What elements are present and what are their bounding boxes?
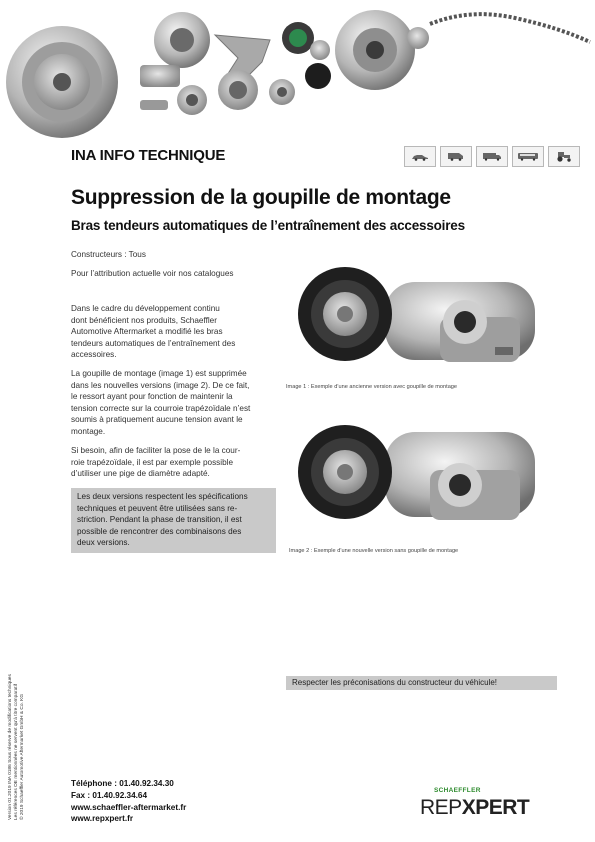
manufacturers-line: Constructeurs : Tous bbox=[71, 250, 146, 259]
repxpert-link[interactable]: www.repxpert.fr bbox=[71, 814, 134, 824]
paragraph-1: Dans le cadre du développement continu dont bénéficient nos produits, Schaeffler Automotive Aftermarket a modifié les bras tendeurs automatiques de l’entraînement des accessoires. bbox=[71, 304, 236, 360]
bus-icon bbox=[512, 146, 544, 167]
clutch-cover-image bbox=[335, 10, 415, 90]
header-parts-banner bbox=[0, 0, 595, 140]
notice-bar: Respecter les préconisations du constructeur du véhicule! bbox=[286, 676, 557, 690]
website-link[interactable]: www.schaeffler-aftermarket.fr bbox=[71, 802, 187, 812]
van-icon bbox=[440, 146, 472, 167]
wheel-hub-image bbox=[140, 12, 210, 87]
paragraph-2: La goupille de montage (image 1) est supprimée dans les nouvelles versions (image 2). De ce fait, le ressort ayant pour fonction de maintenir la tension correcte sur la courroie trapézoïdale n’est soumis à pratiquement aucune tension avant le montage. bbox=[71, 369, 251, 436]
contact-block bbox=[71, 778, 186, 825]
info-kicker: INA INFO TECHNIQUE bbox=[71, 147, 226, 164]
version-vertical-text: Version 01.2019 INA 0186 Sous réserve de modifications techniques Les références OE mentionnées ne servent qu’à titre comparatif © 2019 Schaeffler Automotive Aftermarket GmbH & Co. KG bbox=[8, 674, 25, 820]
paragraph-3: Si besoin, afin de faciliter la pose de le la cour- roie trapézoïdale, il est par exemple possible d’utiliser une pige de diamètre adapté. bbox=[71, 446, 241, 479]
car-icon bbox=[404, 146, 436, 167]
page-subtitle: Bras tendeurs automatiques de l’entraînement des accessoires bbox=[71, 218, 465, 233]
catalog-note: Pour l’attribution actuelle voir nos catalogues bbox=[71, 269, 234, 278]
bearing-kit-image bbox=[282, 22, 331, 89]
schaeffler-brand: SCHAEFFLER bbox=[434, 787, 481, 794]
release-bearing-image bbox=[407, 27, 429, 49]
image-1-caption: Image 1 : Exemple d’une ancienne version avec goupille de montage bbox=[286, 384, 458, 390]
tensioner-new-image bbox=[290, 420, 550, 538]
highlight-box: Les deux versions respectent les spécifications techniques et peuvent être utilisées sans re- striction. Pendant la phase de transition, il est possible de rencontrer des combinaisons des deux versions. bbox=[71, 488, 276, 553]
page-title: Suppression de la goupille de montage bbox=[71, 186, 451, 209]
vehicle-type-icons bbox=[404, 146, 580, 167]
truck-icon bbox=[476, 146, 508, 167]
tractor-icon bbox=[548, 146, 580, 167]
phone-line: Téléphone : 01.40.92.34.30 bbox=[71, 779, 174, 788]
image-2-caption: Image 2 : Exemple d’une nouvelle version sans goupille de montage bbox=[289, 548, 459, 554]
repxpert-logo: REPXPERT bbox=[420, 796, 530, 819]
tensioner-old-image bbox=[290, 262, 550, 380]
fax-line: Fax : 01.40.92.34.64 bbox=[71, 790, 148, 800]
clutch-plate-image bbox=[6, 26, 118, 138]
timing-chain-image bbox=[430, 14, 590, 42]
